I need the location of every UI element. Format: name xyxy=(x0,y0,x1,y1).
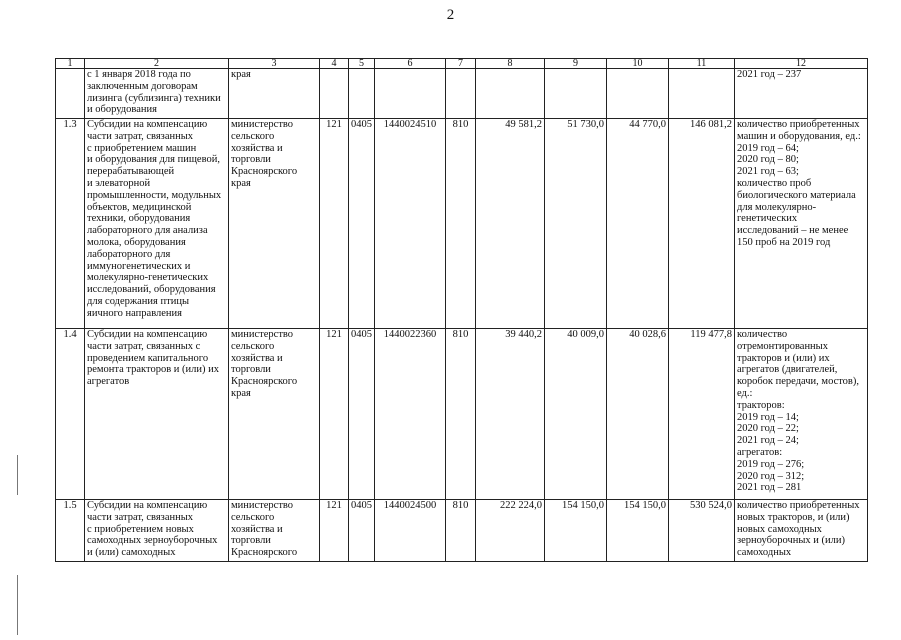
budget-measures-table xyxy=(55,58,868,562)
code-grbs xyxy=(320,69,349,119)
amount-2019: 49 581,2 xyxy=(476,119,545,329)
code-grbs: 121 xyxy=(320,119,349,329)
code-section: 0405 xyxy=(349,329,375,500)
scan-artifact-line-lower xyxy=(17,575,18,635)
scan-artifact-line-upper xyxy=(17,455,18,495)
column-number: 2 xyxy=(85,59,229,69)
column-number: 10 xyxy=(607,59,669,69)
amount-2019: 39 440,2 xyxy=(476,329,545,500)
amount-total: 119 477,8 xyxy=(669,329,735,500)
amount-2020: 51 730,0 xyxy=(545,119,607,329)
page-number: 2 xyxy=(446,7,455,23)
column-number: 7 xyxy=(446,59,476,69)
amount-2021: 154 150,0 xyxy=(607,500,669,562)
measure-name: Субсидии на компенсацию части затрат, связанных с проведением капитального ремонта тракторов и (или) их агрегатов xyxy=(85,329,229,500)
code-section: 0405 xyxy=(349,119,375,329)
code-expense-type: 810 xyxy=(446,329,476,500)
responsible-agency: министерство сельского хозяйства и торговли Красноярского края xyxy=(229,119,320,329)
code-expense-type: 810 xyxy=(446,500,476,562)
amount-2019: 222 224,0 xyxy=(476,500,545,562)
code-section: 0405 xyxy=(349,500,375,562)
responsible-agency: края xyxy=(229,69,320,119)
item-number: 1.3 xyxy=(56,119,85,329)
item-number: 1.5 xyxy=(56,500,85,562)
code-grbs: 121 xyxy=(320,500,349,562)
amount-2021: 40 028,6 xyxy=(607,329,669,500)
column-number-row xyxy=(56,59,868,69)
code-grbs: 121 xyxy=(320,329,349,500)
expected-result: 2021 год – 237 xyxy=(735,69,868,119)
expected-result: количество приобретенных машин и оборудования, ед.: 2019 год – 64; 2020 год – 80; 2021 год – 63; количество проб биологического материала для молекулярно- генетических исследований – не менее 150 проб на 2019 год xyxy=(735,119,868,329)
amount-2020: 40 009,0 xyxy=(545,329,607,500)
column-number: 1 xyxy=(56,59,85,69)
column-number: 9 xyxy=(545,59,607,69)
expected-result: количество приобретенных новых тракторов, и (или) новых самоходных зерноуборочных и (или) самоходных xyxy=(735,500,868,562)
code-expense-type: 810 xyxy=(446,119,476,329)
column-number: 12 xyxy=(735,59,868,69)
expected-result: количество отремонтированных тракторов и (или) их агрегатов (двигателей, коробок передачи, мостов), ед.: тракторов: 2019 год – 14; 2020 год – 22; 2021 год – 24; агрегатов: 2019 год – 276; 2020 год – 312; 2021 год – 281 xyxy=(735,329,868,500)
amount-total xyxy=(669,69,735,119)
table-row xyxy=(56,69,868,119)
table-row xyxy=(56,329,868,500)
table-row xyxy=(56,500,868,562)
item-number xyxy=(56,69,85,119)
code-target: 1440022360 xyxy=(375,329,446,500)
code-target: 1440024510 xyxy=(375,119,446,329)
code-target: 1440024500 xyxy=(375,500,446,562)
column-number: 3 xyxy=(229,59,320,69)
responsible-agency: министерство сельского хозяйства и торговли Красноярского xyxy=(229,500,320,562)
code-target xyxy=(375,69,446,119)
code-expense-type xyxy=(446,69,476,119)
item-number: 1.4 xyxy=(56,329,85,500)
amount-2020 xyxy=(545,69,607,119)
column-number: 6 xyxy=(375,59,446,69)
column-number: 4 xyxy=(320,59,349,69)
amount-2020: 154 150,0 xyxy=(545,500,607,562)
table-row xyxy=(56,119,868,329)
code-section xyxy=(349,69,375,119)
measure-name: Субсидии на компенсацию части затрат, связанных с приобретением машин и оборудования для пищевой, перерабатывающей и элеваторной промышленности, модульных объектов, медицинской техники, оборудования лабораторного для анализа молока, оборудования лабораторного для иммуногенетических и молекулярно-генетических исследований, оборудования для содержания птицы яичного направления xyxy=(85,119,229,329)
amount-2021: 44 770,0 xyxy=(607,119,669,329)
amount-2019 xyxy=(476,69,545,119)
amount-total: 530 524,0 xyxy=(669,500,735,562)
column-number: 11 xyxy=(669,59,735,69)
measure-name: Субсидии на компенсацию части затрат, связанных с приобретением новых самоходных зерноуборочных и (или) самоходных xyxy=(85,500,229,562)
column-number: 5 xyxy=(349,59,375,69)
column-number: 8 xyxy=(476,59,545,69)
responsible-agency: министерство сельского хозяйства и торговли Красноярского края xyxy=(229,329,320,500)
measure-name: с 1 января 2018 года по заключенным договорам лизинга (сублизинга) техники и оборудования xyxy=(85,69,229,119)
amount-total: 146 081,2 xyxy=(669,119,735,329)
amount-2021 xyxy=(607,69,669,119)
